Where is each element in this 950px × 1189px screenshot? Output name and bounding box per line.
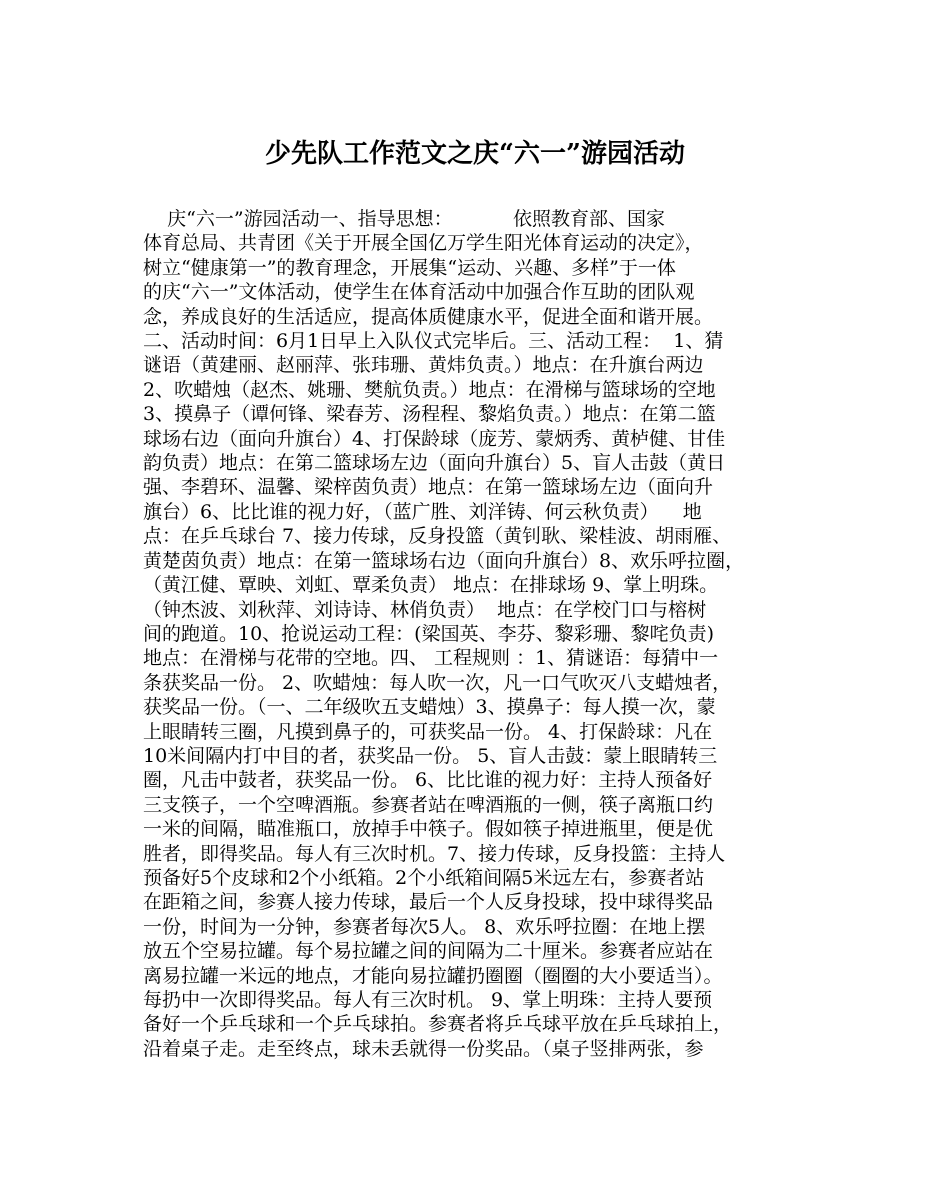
body-text-line: 黄楚茵负责）地点：在第一篮球场右边（面向升旗台）8、欢乐呼拉圈， — [143, 549, 745, 572]
body-text-line: 胜者，即得奖品。每人有三次时机。7、接力传球，反身投篮：主持人 — [143, 842, 726, 865]
body-text-line: 离易拉罐一米远的地点，才能向易拉罐扔圈圈（圈圈的大小要适当）。 — [143, 964, 723, 987]
body-text-line: 一米的间隔，瞄准瓶口，放掉手中筷子。假如筷子掉进瓶里，便是优 — [143, 818, 714, 841]
body-text-line: 球场右边（面向升旗台）4、打保龄球（庞芳、蒙炳秀、黄栌健、甘佳 — [143, 427, 726, 450]
body-text-line: 三支筷子，一个空啤酒瓶。参赛者站在啤酒瓶的一侧，筷子离瓶口约 — [143, 793, 714, 816]
body-text-line: 2、吹蜡烛（赵杰、姚珊、樊航负责。）地点：在滑梯与篮球场的空地 — [143, 378, 716, 401]
body-text-line: 获奖品一份。（一、二年级吹五支蜡烛）3、摸鼻子：每人摸一次，蒙 — [143, 696, 716, 719]
body-text-line: 二、活动时间：6月1日早上入队仪式完毕后。三、活动工程： 1、猜 — [143, 330, 724, 353]
body-text-line: 树立“健康第一”的教育理念，开展集“运动、兴趣、多样”于一体 — [143, 256, 676, 279]
body-text-line: 上眼睛转三圈，凡摸到鼻子的，可获奖品一份。 4、打保龄球：凡在 — [143, 720, 713, 743]
body-text-line: （黄江健、覃映、刘虹、覃柔负责） 地点：在排球场 9、掌上明珠。 — [143, 574, 719, 597]
body-text-line: 庆“六一”游园活动一、指导思想： 依照教育部、国家 — [143, 208, 665, 230]
body-text-line: 10米间隔内打中目的者，获奖品一份。 5、盲人击鼓：蒙上眼睛转三 — [143, 744, 718, 767]
body-text-line: 备好一个乒乓球和一个乒乓球拍。参赛者将乒乓球平放在乒乓球拍上， — [143, 1013, 733, 1036]
body-text-line: 的庆“六一”文体活动，使学生在体育活动中加强合作互助的团队观 — [143, 281, 695, 304]
body-text-line: 3、摸鼻子（谭何锋、梁春芳、汤程程、黎焰负责。）地点：在第二篮 — [143, 403, 716, 426]
body-text-line: 念，养成良好的生活适应，提高体质健康水平，促进全面和谐开展。 — [143, 305, 714, 328]
body-text-line: 在距箱之间，参赛人接力传球，最后一个人反身投球，投中球得奖品 — [143, 891, 714, 914]
body-text-line: 旗台）6、比比谁的视力好，（蓝广胜、刘洋铸、何云秋负责） 地 — [143, 500, 702, 523]
body-text-line: （钟杰波、刘秋萍、刘诗诗、林俏负责） 地点：在学校门口与榕树 — [143, 598, 707, 621]
body-text-line: 预备好5个皮球和2个小纸箱。2个小纸箱间隔5米远左右，参赛者站 — [143, 866, 705, 889]
body-text-line: 条获奖品一份。 2、吹蜡烛：每人吹一次，凡一口气吹灭八支蜡烛者， — [143, 671, 732, 694]
body-text-line: 间的跑道。10、抢说运动工程：(梁国英、李芬、黎彩珊、黎咤负责) — [143, 622, 715, 645]
body-text-line: 地点：在滑梯与花带的空地。四、 工程规则 ：1、猜谜语：每猜中一 — [143, 647, 719, 670]
body-text-line: 放五个空易拉罐。每个易拉罐之间的间隔为二十厘米。参赛者应站在 — [143, 940, 714, 963]
document-title: 少先队工作范文之庆“六一”游园活动 — [265, 139, 685, 169]
body-text-line: 强、李碧环、温馨、梁梓茵负责）地点：在第一篮球场左边（面向升 — [143, 476, 714, 499]
body-text-line: 每扔中一次即得奖品。每人有三次时机。 9、掌上明珠：主持人要预 — [143, 989, 713, 1011]
body-text-line: 一份，时间为一分钟，参赛者每次5人。 8、欢乐呼拉圈：在地上摆 — [143, 915, 706, 938]
body-text-line: 点：在乒乓球台 7、接力传球，反身投篮（黄钊耿、梁桂波、胡雨雁、 — [143, 525, 732, 548]
body-text-line: 体育总局、共青团《关于开展全国亿万学生阳光体育运动的决定》， — [143, 232, 704, 255]
body-text-line: 谜语（黄建丽、赵丽萍、张玮珊、黄炜负责。）地点：在升旗台两边 — [143, 354, 704, 377]
body-text-line: 韵负责）地点：在第二篮球场左边（面向升旗台）5、盲人击鼓（黄日 — [143, 452, 726, 475]
body-text-line: 沿着桌子走。走至终点，球未丢就得一份奖品。（桌子竖排两张，参 — [143, 1037, 704, 1060]
document-body — [143, 207, 813, 1061]
body-text-line: 圈，凡击中鼓者，获奖品一份。 6、比比谁的视力好：主持人预备好 — [143, 769, 713, 792]
